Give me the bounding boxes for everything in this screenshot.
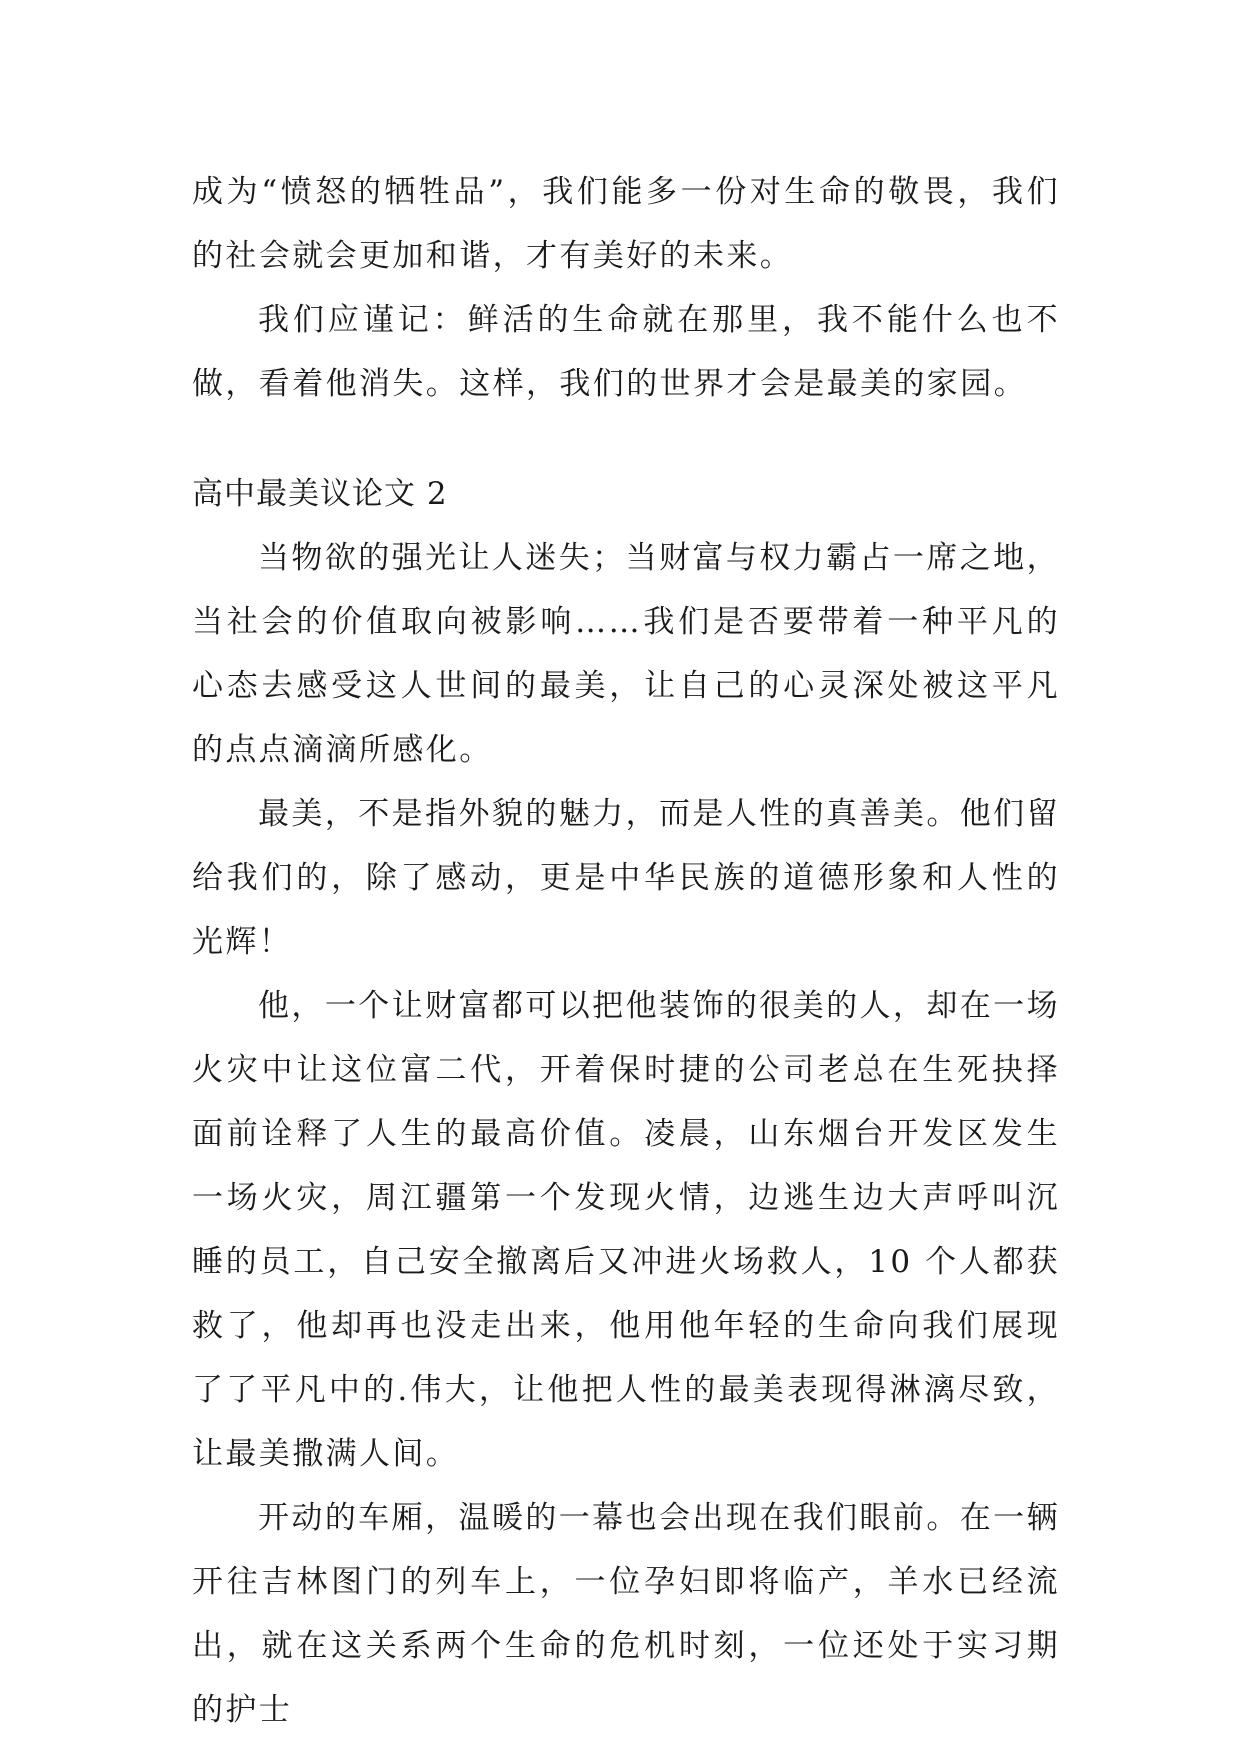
paragraph: 开动的车厢，温暖的一幕也会出现在我们眼前。在一辆开往吉林图门的列车上，一位孕妇即将临产，羊水已经流出，就在这关系两个生命的危机时刻，一位还处于实习期的护士	[192, 1500, 1060, 1728]
paragraph: 我们应谨记：鲜活的生命就在那里，我不能什么也不做，看着他消失。这样，我们的世界才会是最美的家园。	[192, 302, 1060, 402]
paragraph: 最美，不是指外貌的魅力，而是人性的真善美。他们留给我们的，除了感动，更是中华民族的道德形象和人性的光辉！	[192, 796, 1060, 960]
paragraph: 当物欲的强光让人迷失；当财富与权力霸占一席之地，当社会的价值取向被影响……我们是否要带着一种平凡的心态去感受这人世间的最美，让自己的心灵深处被这平凡的点点滴滴所感化。	[192, 540, 1060, 768]
paragraph-continuation: 成为“愤怒的牺牲品”，我们能多一份对生命的敬畏，我们的社会就会更加和谐，才有美好的未来。	[192, 174, 1060, 274]
paragraph: 他，一个让财富都可以把他装饰的很美的人，却在一场火灾中让这位富二代，开着保时捷的公司老总在生死抉择面前诠释了人生的最高价值。凌晨，山东烟台开发区发生一场火灾，周江疆第一个发现火情，边逃生边大声呼叫沉睡的员工，自己安全撤离后又冲进火场救人，10 个人都获救了，他却再也没走出来，他用他年轻的生命向我们展现了了平凡中的.伟大，让他把人性的最美表现得淋漓尽致，让最美撒满人间。	[192, 988, 1060, 1472]
document-body	[192, 160, 1060, 1742]
section-heading: 高中最美议论文 2	[192, 476, 448, 512]
